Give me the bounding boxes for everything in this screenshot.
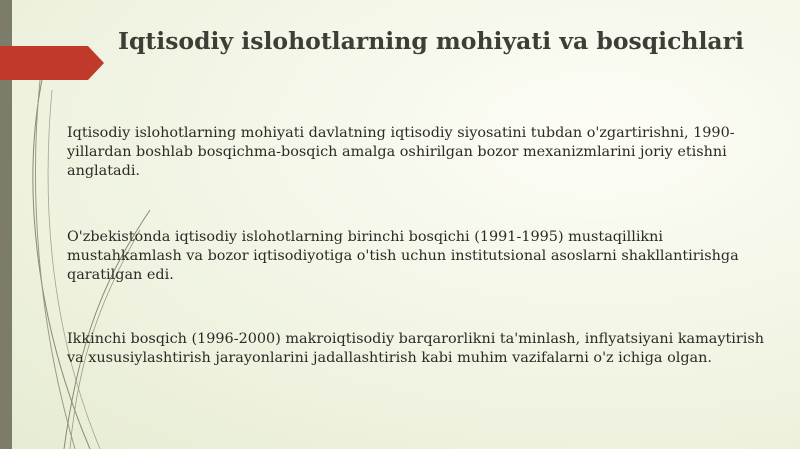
paragraph-1: Iqtisodiy islohotlarning mohiyati davlatning iqtisodiy siyosatini tubdan o'zgartirishni, 1990-yillardan boshlab bosqichma-bosqich amalga oshirilgan bozor mexanizmlarini joriy etishni anglatadi.	[67, 125, 735, 179]
title-arrow-accent	[0, 46, 104, 80]
paragraph-2: O'zbekistonda iqtisodiy islohotlarning birinchi bosqichi (1991-1995) mustaqillikni mustahkamlash va bozor iqtisodiyotiga o'tish uchun institutsional asoslarni shakllantirishga qaratilgan edi.	[67, 229, 739, 283]
paragraph-3: Ikkinchi bosqich (1996-2000) makroiqtisodiy barqarorlikni ta'minlash, inflyatsiyani kamaytirish va xususiylashtirish jarayonlarini jadallashtirish kabi muhim vazifalarni o'z ichiga olgan.	[67, 331, 764, 366]
slide-title: Iqtisodiy islohotlarning mohiyati va bosqichlari	[118, 27, 744, 55]
